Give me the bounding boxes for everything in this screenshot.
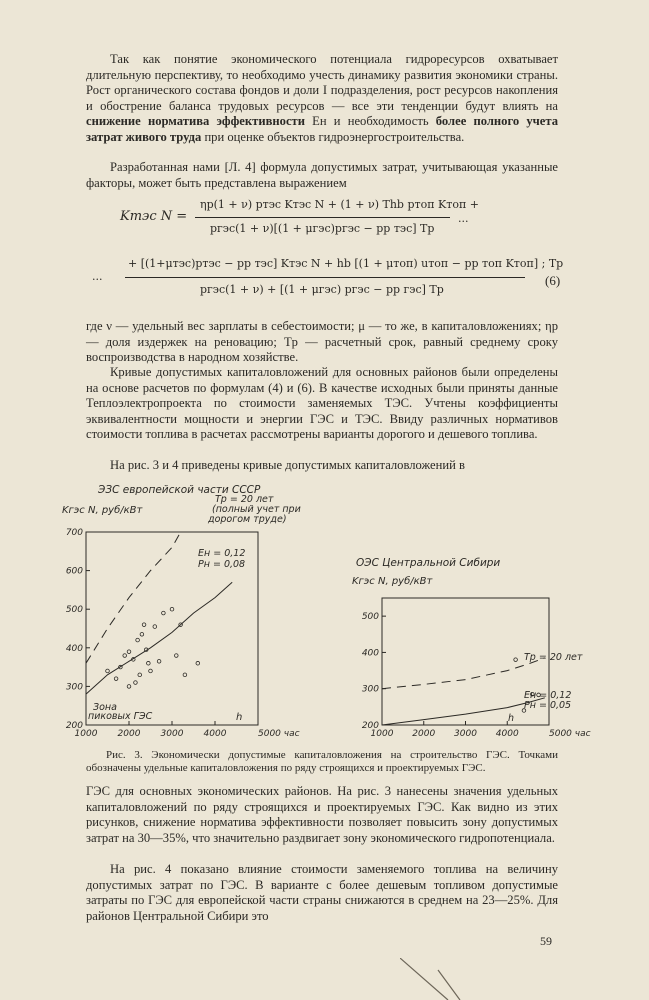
chart-annotation: пиковых ГЭС xyxy=(88,711,153,722)
y-tick-label: 400 xyxy=(65,643,83,654)
y-tick-label: 600 xyxy=(65,566,83,577)
paragraph-fuel: На рис. 4 показано влияние стоимости заменяемого топлива на величину допустимых затрат по ГЭС. В варианте с более дешевым топливом допустимые затраты по ГЭС для европейской части страны снижаются в среднем на 23—25%. Для районов Центральной Сибири это xyxy=(86,862,558,923)
y-tick-label: 700 xyxy=(65,528,83,538)
data-point xyxy=(127,650,131,654)
chart-title: ОЭС Центральной Сибири xyxy=(356,557,501,569)
data-point xyxy=(127,685,131,689)
chart-title: ЭЗС европейской части СССР xyxy=(98,484,261,496)
data-point xyxy=(123,654,127,658)
x-tick-label: 3000 xyxy=(454,729,477,739)
x-tick-label: 1000 xyxy=(370,729,394,739)
chart-annotation: Eн = 0,12 xyxy=(198,548,246,559)
chart-european-ussr xyxy=(62,484,301,739)
y-axis-label: Kгэс N, руб/кВт xyxy=(352,576,433,587)
data-point xyxy=(106,669,110,673)
data-point xyxy=(134,681,138,685)
curve-en012 xyxy=(382,698,545,725)
chart-annotation: Tр = 20 лет xyxy=(215,494,274,505)
chart-annotation: Pн = 0,05 xyxy=(524,700,572,711)
book-page: Так как понятие экономического потенциала гидроресурсов охватывает длительную перспективу, то необходимо учесть динамику развития экономики страны. Рост органического состава фондов и доли I подразделения, рост ресурсов накопления и обострение баланса трудовых ресурсов — все эти тенденции будут влиять на снижение норматива эффективности Eн и необходимость более полного учета затрат живого труда при оценке объектов гидроэнергостроительства. Разработанная нами [Л. 4] формула допустимых затрат, учитывающая указанные факторы, может быть представлена выражением Kтэс N = ηр(1 + ν) pтэс Kтэс N + (1 + ν) Thb pтоп Kтоп + pгэс(1 + ν)[(1 + μгэс)pгэс − pр тэс] Tр ... ... + [(1+μтэс)pтэс − pр тэс] Kтэс N + hb [(1 + μтоп) uтоп − pр топ Kтоп] ; Tр pгэс(1 + ν) + [(1 + μгэс) pгэс − pр гэс] Tр (6) где ν — удельный вес зарплаты в себестоимости; μ — то же, в капиталовложениях; ηр — доля издержек на реновацию; Tр — расчетный срок, равный среднему сроку воспроизводства в народном хозяйстве. Кривые допустимых капиталовложений для основных районов были определены на основе расчетов по формулам (4) и (6). В качестве исходных были приняты данные Теплоэлектропроекта по стоимости заменяемых ТЭС. Учтены коэффициенты эквивалентности мощности и энергии ГЭС и ТЭС. Ввиду различных нормативов стоимости топлива в расчетах рассмотрены варианты дорогого и дешевого топлива. На рис. 3 и 4 приведены кривые допустимых капиталовложений в 200 300 400 500 600 700 1000 2000 3000 4000 5000 час ЭЗС европейской части СССР Kгэс N, руб/кВт Tр = 20 лет (полный учет при дорогом труде) Eн = 0,12 Pн = 0,08 Зона пиковых ГЭС h 200 300 400 500 1000 2000 3000 4000 5000 час ОЭС Центральной Сибири Kгэс N, руб/кВт Tр = 20 лет Eн = 0,12 Pн = 0,05 h Рис. 3. Экономически допустимые капиталовложения на строительство ГЭС. Точками обозначены удельные капиталовложения по ряду строящихся и проектируемых ГЭС. ГЭС для основных экономических районов. На рис. 3 нанесены значения удельных капиталовложений по ряду строящихся и проектируемых ГЭС. Как видно из этих рисунков, снижение норматива эффективности позволяет повысить зону допустимых затрат на 30—35%, что значительно раздвигает зону экономического гидропотенциала. На рис. 4 показано влияние стоимости заменяемого топлива на величину допустимых затрат по ГЭС. В варианте с более дешевым топливом допустимые затраты по ГЭС для европейской части страны снижаются в среднем на 23—25%. Для районов Центральной Сибири это 59 xyxy=(0,0,649,1000)
data-point xyxy=(138,673,142,677)
paragraph-regions: ГЭС для основных экономических районов. На рис. 3 нанесены значения удельных капиталовложений по ряду строящихся и проектируемых ГЭС. Как видно из этих рисунков, снижение норматива эффективности позволяет повысить зону допустимых затрат на 30—35%, что значительно раздвигает зону экономического гидропотенциала. xyxy=(86,784,558,845)
x-tick-label: 2000 xyxy=(412,729,436,739)
chart-annotation: Pн = 0,08 xyxy=(198,559,246,570)
paragraph-definitions: где ν — удельный вес зарплаты в себестоимости; μ — то же, в капиталовложениях; ηр — доля издержек на реновацию; Tр — расчетный срок, равный среднему сроку воспроизводства в народном хозяйстве. xyxy=(86,319,558,365)
curve-en012 xyxy=(86,582,232,694)
page-fold-mark xyxy=(400,958,500,1000)
figure-caption: Рис. 3. Экономически допустимые капиталовложения на строительство ГЭС. Точками обозначены удельные капиталовложения по ряду строящихся и проектируемых ГЭС. xyxy=(86,749,558,774)
data-point xyxy=(170,607,174,611)
chart-central-siberia xyxy=(352,557,591,739)
data-point xyxy=(142,623,146,627)
x-tick-label: 5000 час xyxy=(549,729,591,739)
data-point xyxy=(183,673,187,677)
data-point xyxy=(147,661,151,665)
paragraph-intro: Так как понятие экономического потенциала гидроресурсов охватывает длительную перспективу, то необходимо учесть динамику развития экономики страны. Рост органического состава фондов и доли I подразделения, рост ресурсов накопления и обострение баланса трудовых ресурсов — все эти тенденции будут влиять на снижение норматива эффективности Eн и необходимость более полного учета затрат живого труда при оценке объектов гидроэнергостроительства. xyxy=(86,52,558,144)
paragraph-figure-ref: На рис. 3 и 4 приведены кривые допустимых капиталовложений в xyxy=(110,458,465,472)
chart-annotation: h xyxy=(508,713,515,724)
curve-tp20 xyxy=(382,658,545,689)
y-tick-label: 400 xyxy=(361,648,379,659)
y-tick-label: 500 xyxy=(361,612,379,623)
y-tick-label: 200 xyxy=(361,721,379,731)
page-number: 59 xyxy=(540,934,552,948)
data-point xyxy=(157,660,161,664)
data-point xyxy=(114,677,118,681)
paragraph-curves: Кривые допустимых капиталовложений для основных районов были определены на основе расчетов по формулам (4) и (6). В качестве исходных были приняты данные Теплоэлектропроекта по стоимости заменяемых ТЭС. Учтены коэффициенты эквивалентности мощности и энергии ГЭС и ТЭС. Ввиду различных нормативов стоимости топлива в расчетах рассмотрены варианты дорогого и дешевого топлива. xyxy=(86,365,558,442)
data-point xyxy=(514,658,518,662)
x-tick-label: 5000 час xyxy=(258,729,300,739)
curve-tp20 xyxy=(86,532,181,663)
data-point xyxy=(149,669,153,673)
data-point xyxy=(140,632,144,636)
x-axis-label: h xyxy=(236,712,243,723)
y-tick-label: 300 xyxy=(65,682,83,693)
x-tick-label: 3000 xyxy=(160,729,184,739)
y-axis-label: Kгэс N, руб/кВт xyxy=(62,505,143,516)
figure-3 xyxy=(0,476,649,746)
y-tick-label: 200 xyxy=(65,721,83,731)
paragraph-formula-intro: Разработанная нами [Л. 4] формула допустимых затрат, учитывающая указанные факторы, может быть представлена выражением xyxy=(86,160,558,190)
chart-annotation: Зона xyxy=(93,702,117,713)
chart-annotation: (полный учет при xyxy=(212,504,301,515)
data-point xyxy=(175,654,179,658)
chart-annotation: Eн = 0,12 xyxy=(524,690,572,701)
chart-annotation: дорогом труде) xyxy=(208,514,287,525)
x-tick-label: 2000 xyxy=(117,729,141,739)
equation-number: (6) xyxy=(545,273,561,288)
chart-annotation: Tр = 20 лет xyxy=(524,652,583,663)
data-point xyxy=(136,638,140,642)
data-point xyxy=(196,661,200,665)
x-tick-label: 4000 xyxy=(495,729,519,739)
x-tick-label: 4000 xyxy=(203,729,227,739)
data-point xyxy=(153,625,157,629)
y-tick-label: 300 xyxy=(361,684,379,695)
x-tick-label: 1000 xyxy=(74,729,98,739)
y-tick-label: 500 xyxy=(65,605,83,616)
data-point xyxy=(162,611,166,615)
